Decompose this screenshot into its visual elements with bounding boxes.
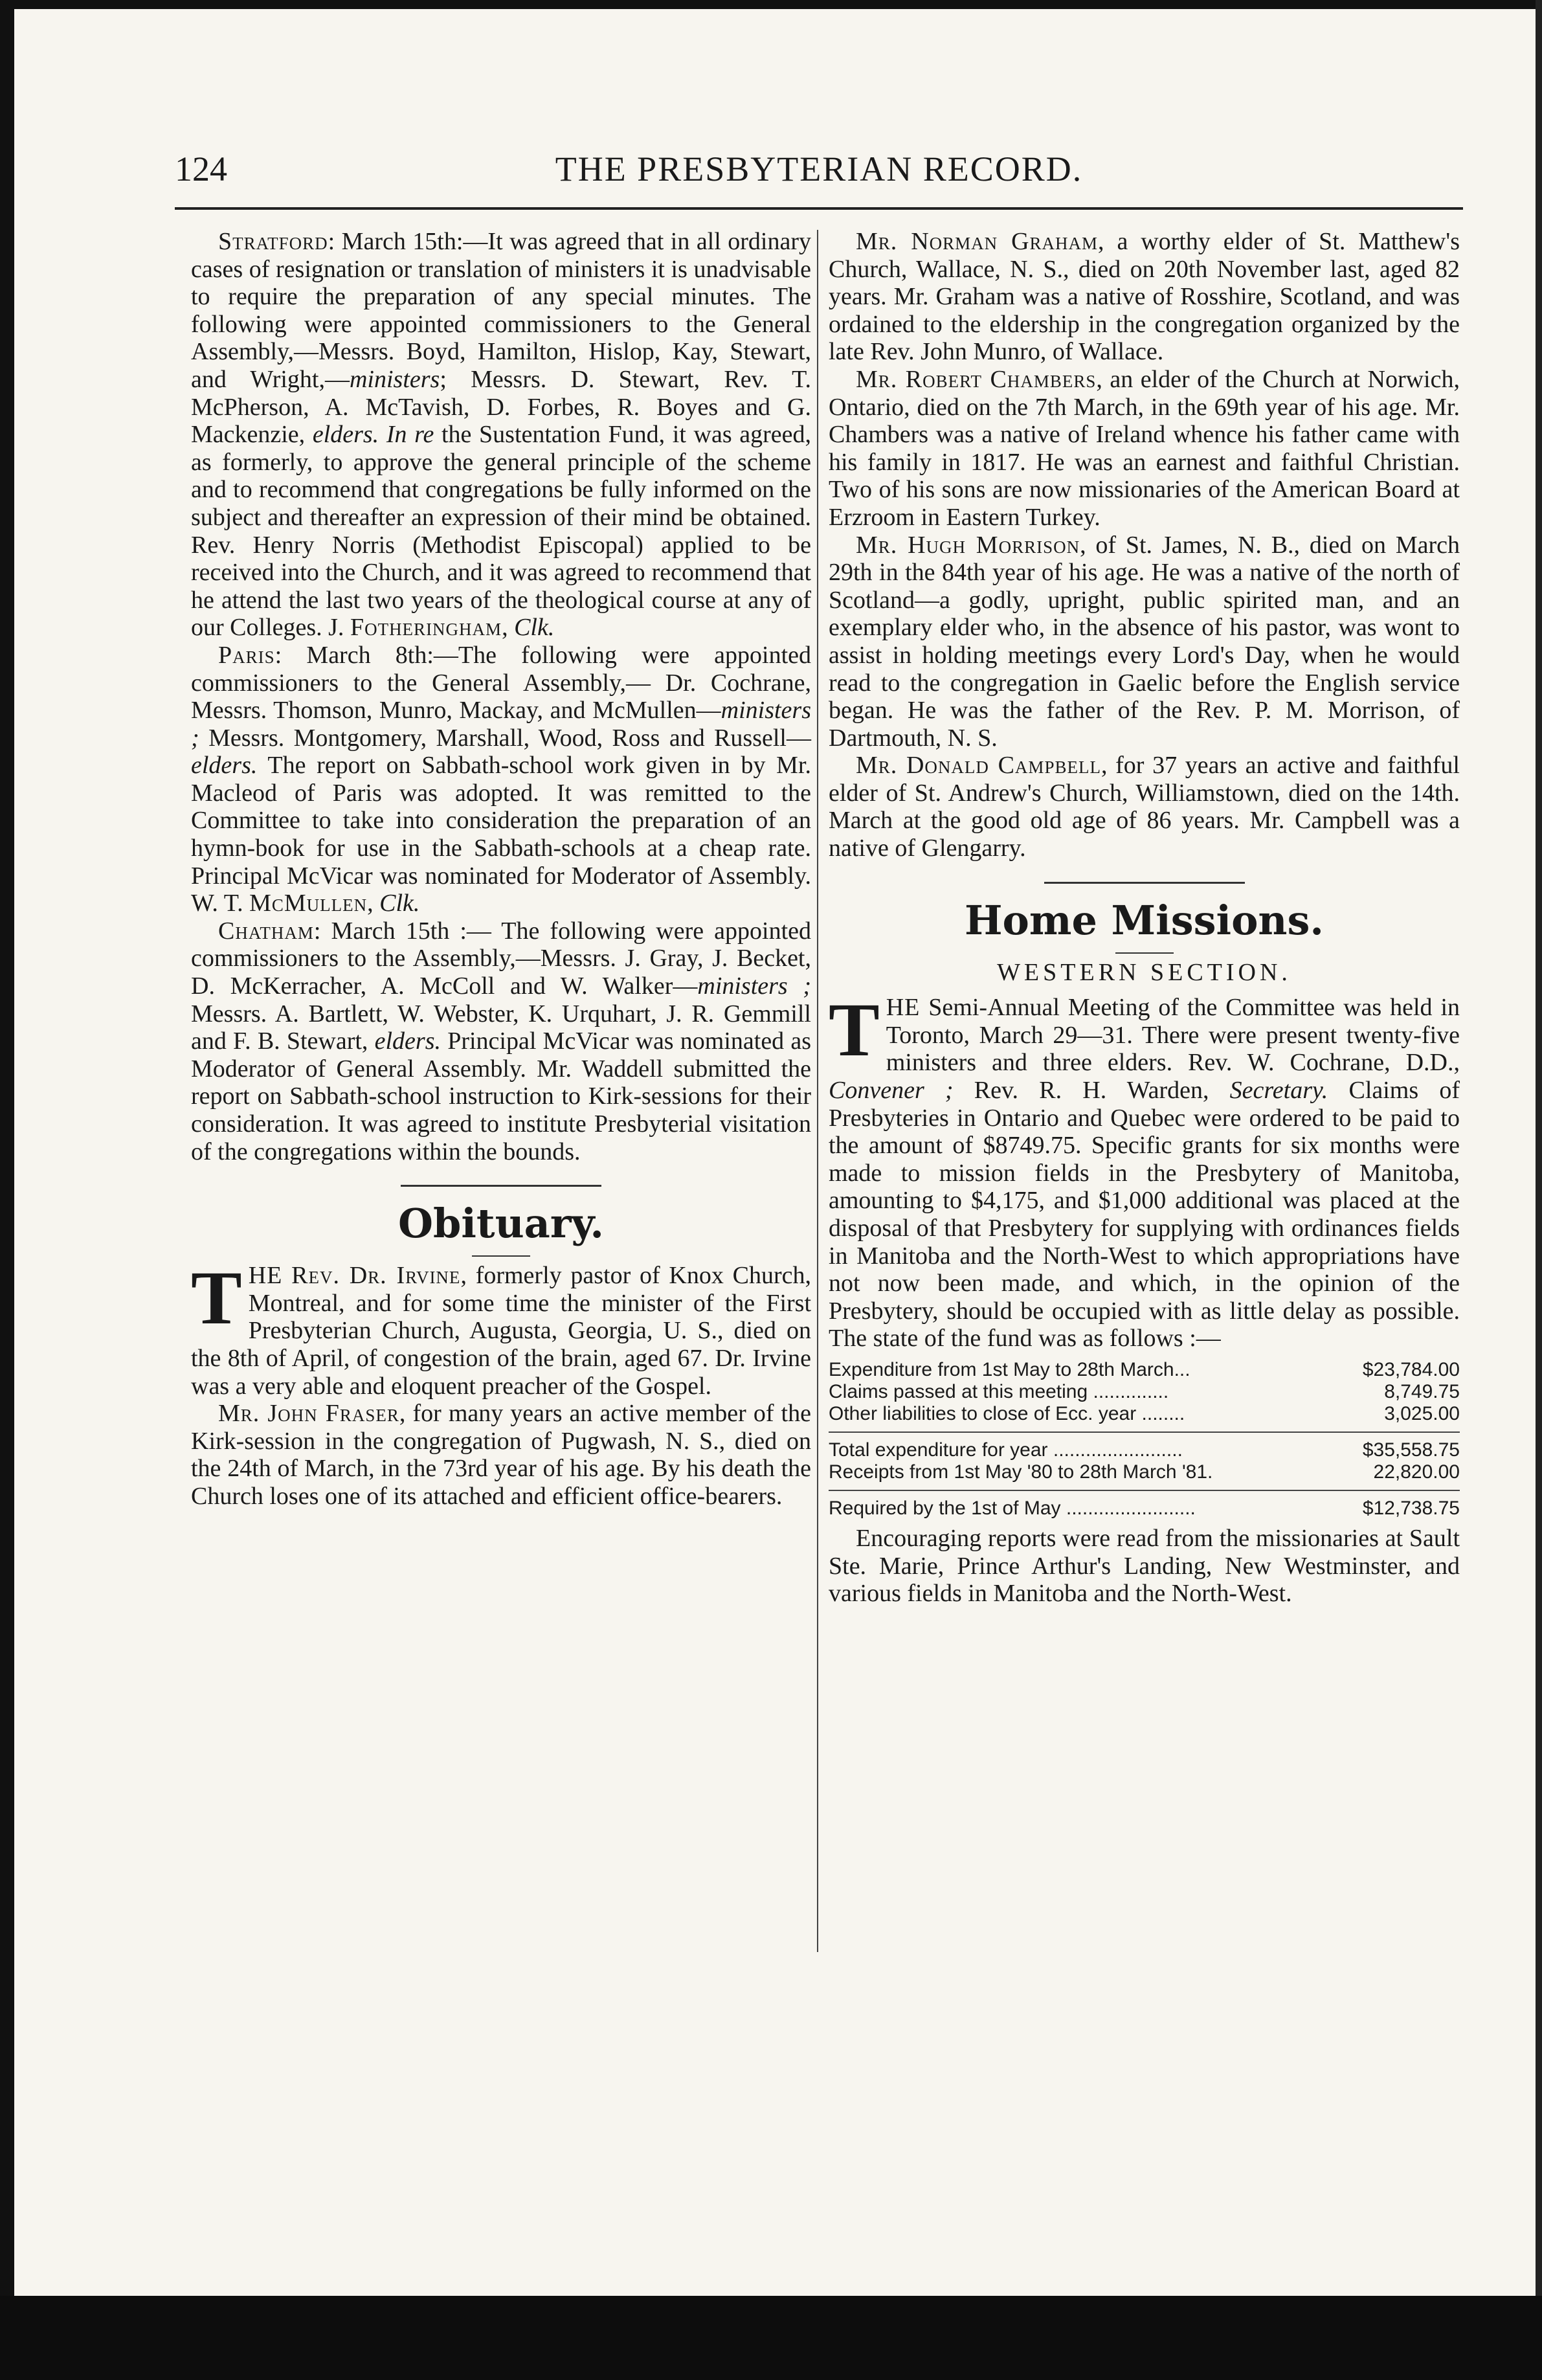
column-divider	[817, 230, 818, 1952]
place-name: Chatham	[218, 917, 314, 945]
page-number: 124	[175, 150, 227, 188]
scan-edge-bottom	[0, 2296, 1542, 2380]
fraser-paragraph: Mr. John Fraser, for many years an active member of the Kirk-session in the congregation of Pugwash, N. S., died on the 24th of March, in the 73rd year of his age. By his death the Church loses one of its attached and efficient office-bearers.	[191, 1400, 811, 1510]
right-column	[829, 228, 1460, 1608]
page-header	[175, 149, 1463, 201]
graham-paragraph: Mr. Norman Graham, a worthy elder of St. Matthew's Church, Wallace, N. S., died on 20th November last, aged 82 years. Mr. Graham was a native of Rosshire, Scotland, and was ordained to the eldership in the congregation organized by the late Rev. John Munro, of Wallace.	[829, 228, 1460, 366]
finance-table	[829, 1359, 1460, 1520]
chambers-paragraph: Mr. Robert Chambers, an elder of the Church at Norwich, Ontario, died on the 7th March, in the 69th year of his age. Mr. Chambers was a native of Ireland whence his father came with his family in 1817. He was an earnest and faithful Christian. Two of his sons are now missionaries of the American Board at Erzroom in Eastern Turkey.	[829, 365, 1460, 531]
table-row: Expenditure from 1st May to 28th March... $23,784.00	[829, 1358, 1460, 1380]
table-row: Claims passed at this meeting .............. 8,749.75	[829, 1380, 1460, 1402]
section-rule	[1044, 882, 1245, 884]
table-rule	[829, 1431, 1460, 1433]
obituary-heading: Obituary.	[398, 1200, 604, 1248]
left-column	[191, 228, 811, 1510]
header-rule	[175, 207, 1463, 210]
morrison-paragraph: Mr. Hugh Morrison, of St. James, N. B., died on March 29th in the 84th year of his age. He was a native of the north of Scotland—a godly, upright, public spirited man, and an exemplary elder who, in the absence of his pastor, was wont to assist in holding meetings every Lord's Day, when he would read to the congregation in Gaelic before the English service began. He was the father of the Rev. P. M. Morrison, of Dartmouth, N. S.	[829, 531, 1460, 752]
paris-paragraph: Paris: March 8th:—The following were appointed commissioners to the General Assembly,— Dr. Cochrane, Messrs. Thomson, Munro, Mackay, and McMullen—ministers ; Messrs. Montgomery, Marshall, Wood, Ross and Russell—elders. The report on Sabbath-school work given in by Mr. Macleod of Paris was adopted. It was remitted to the Committee to take into consideration the preparation of an hymn-book for use in the Sabbath-schools at a cheap rate. Principal McVicar was nominated for Moderator of Assembly. W. T. McMullen, Clk.	[191, 641, 811, 917]
table-row: Receipts from 1st May '80 to 28th March '81. 22,820.00	[829, 1461, 1460, 1483]
heading-rule	[1115, 952, 1174, 954]
home-missions-heading: Home Missions.	[964, 896, 1324, 944]
meeting-paragraph: THE Semi-Annual Meeting of the Committee was held in Toronto, March 29—31. There were present twenty-five ministers and three elders. Rev. W. Cochrane, D.D., Convener ; Rev. R. H. Warden, Secretary. Claims of Presbyteries in Ontario and Quebec were ordered to be paid to the amount of $8749.75. Specific grants for six months were made to mission fields in the Presbytery of Manitoba, amounting to $4,175, and $1,000 additional was placed at the disposal of that Presbytery for supplying with ordinances fields in Manitoba and the North-West to which appropriations have not now been made, and which, in the opinion of the Presbytery, should be occupied with as little delay as possible. The state of the fund was as follows :—	[829, 987, 1460, 1353]
scan-edge-right	[1536, 0, 1542, 2380]
table-row: Total expenditure for year ........................ $35,558.75	[829, 1439, 1460, 1461]
scan-edge-top	[0, 0, 1542, 9]
running-title: THE PRESBYTERIAN RECORD.	[555, 150, 1083, 188]
table-row: Required by the 1st of May ........................ $12,738.75	[829, 1497, 1460, 1519]
drop-cap: T	[829, 987, 880, 1073]
stratford-paragraph: Stratford: March 15th:—It was agreed that in all ordinary cases of resignation or translation of ministers it is unadvisable to require the preparation of any special minutes. The following were appointed commissioners to the General Assembly,—Messrs. Boyd, Hamilton, Hislop, Kay, Stewart, and Wright,—ministers; Messrs. D. Stewart, Rev. T. McPherson, A. McTavish, D. Forbes, R. Boyes and G. Mackenzie, elders. In re the Sustentation Fund, it was agreed, as formerly, to approve the general principle of the scheme and to recommend that congregations be fully informed on the subject and thereafter an expression of their mind be obtained. Rev. Henry Norris (Methodist Episcopal) applied to be received into the Church, and it was agreed to recommend that he attend the last two years of the theological course at any of our Colleges. J. Fotheringham, Clk.	[191, 228, 811, 642]
table-rule	[829, 1490, 1460, 1491]
place-name: Stratford	[218, 228, 328, 255]
place-name: Paris	[218, 641, 275, 669]
irvine-paragraph: THE Rev. Dr. Irvine, formerly pastor of Knox Church, Montreal, and for some time the minister of the First Presbyterian Church, Augusta, Georgia, U. S., died on the 8th of April, of congestion of the brain, aged 67. Dr. Irvine was a very able and eloquent preacher of the Gospel.	[191, 1255, 811, 1400]
scan-edge-left	[0, 0, 14, 2380]
table-row: Other liabilities to close of Ecc. year ........ 3,025.00	[829, 1402, 1460, 1424]
drop-cap: T	[191, 1255, 242, 1341]
section-rule	[401, 1185, 601, 1187]
heading-rule	[472, 1255, 530, 1257]
western-section-subhead: WESTERN SECTION.	[997, 958, 1291, 986]
encouraging-paragraph: Encouraging reports were read from the missionaries at Sault Ste. Marie, Prince Arthur's Landing, New Westminster, and various fields in Manitoba and the North-West.	[829, 1524, 1460, 1608]
campbell-paragraph: Mr. Donald Campbell, for 37 years an active and faithful elder of St. Andrew's Church, Williamstown, died on the 14th. March at the good old age of 86 years. Mr. Campbell was a native of Glengarry.	[829, 752, 1460, 862]
chatham-paragraph: Chatham: March 15th :— The following were appointed commissioners to the Assembly,—Messrs. J. Gray, J. Becket, D. McKerracher, A. McColl and W. Walker—ministers ; Messrs. A. Bartlett, W. Webster, K. Urquhart, J. R. Gemmill and F. B. Stewart, elders. Principal McVicar was nominated as Moderator of General Assembly. Mr. Waddell submitted the report on Sabbath-school instruction to Kirk-sessions for their consideration. It was agreed to institute Presbyterial visitation of the congregations within the bounds.	[191, 917, 812, 1165]
